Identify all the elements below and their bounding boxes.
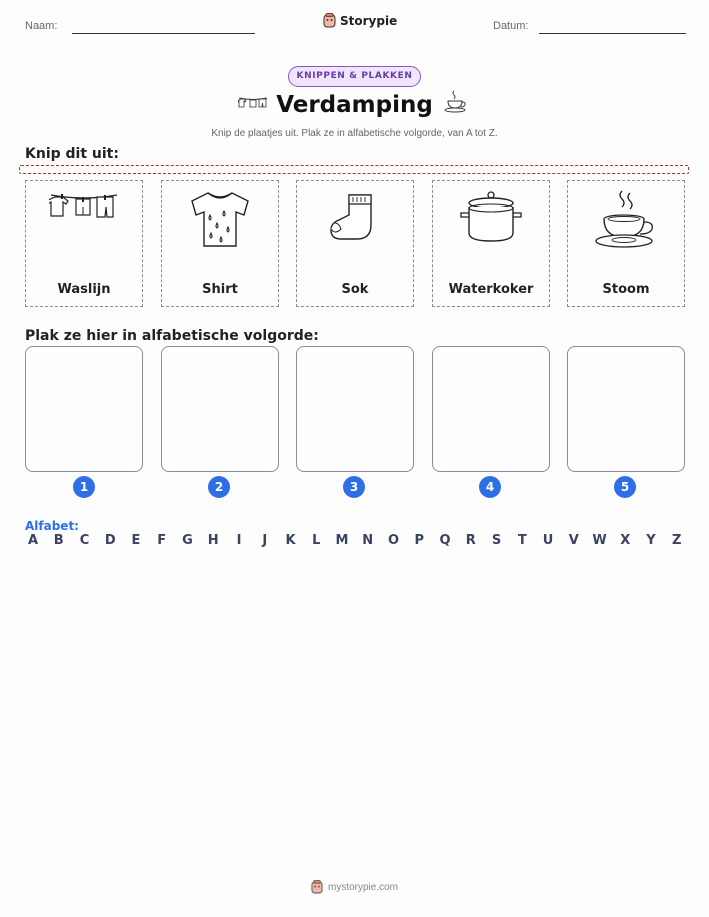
slot-number: 2	[208, 476, 230, 498]
sock-icon	[327, 189, 383, 247]
storypie-mascot-icon	[323, 13, 336, 28]
cut-line[interactable]	[19, 165, 689, 174]
alphabet-letter: G	[182, 533, 193, 548]
alphabet-letter: X	[620, 533, 631, 548]
brand-name: Storypie	[340, 13, 398, 28]
alphabet-letter: Y	[646, 533, 656, 548]
alphabet-letter: K	[285, 533, 296, 548]
instructions: Knip de plaatjes uit. Plak ze in alfabetische volgorde, van A tot Z.	[211, 128, 498, 139]
alphabet-letter: M	[335, 533, 349, 548]
alphabet-row	[25, 533, 685, 548]
alphabet-letter: U	[542, 533, 554, 548]
clothesline-icon	[49, 189, 119, 225]
slot-number: 5	[614, 476, 636, 498]
alphabet-letter: W	[592, 533, 607, 548]
paste-slot-2[interactable]	[161, 346, 279, 472]
teacup-small-icon	[443, 89, 469, 113]
cut-card-shirt[interactable]	[161, 180, 279, 307]
slot-number: 3	[343, 476, 365, 498]
alphabet-letter: B	[53, 533, 64, 548]
card-label: Sok	[341, 282, 369, 297]
alphabet-letter: Z	[672, 533, 682, 548]
alphabet-letter: E	[131, 533, 141, 548]
paste-heading: Plak ze hier in alfabetische volgorde:	[25, 328, 319, 344]
paste-slot-3[interactable]	[296, 346, 414, 472]
card-label: Waterkoker	[448, 282, 534, 297]
alphabet-letter: D	[104, 533, 116, 548]
alphabet-letter: F	[157, 533, 167, 548]
slot-number: 1	[73, 476, 95, 498]
alphabet-title: Alfabet:	[25, 519, 79, 533]
alphabet-letter: O	[387, 533, 400, 548]
date-line[interactable]	[539, 33, 686, 34]
date-label: Datum:	[493, 20, 529, 32]
storypie-mascot-icon	[311, 880, 323, 894]
alphabet-letter: N	[362, 533, 374, 548]
alphabet-letter: J	[262, 533, 268, 548]
paste-slot-4[interactable]	[432, 346, 550, 472]
cut-card-stoom[interactable]	[567, 180, 685, 307]
alphabet-letter: L	[312, 533, 321, 548]
slot-number: 4	[479, 476, 501, 498]
page-title: Verdamping	[276, 92, 433, 118]
cut-heading: Knip dit uit:	[25, 146, 119, 162]
alphabet-letter: T	[517, 533, 527, 548]
cut-card-waslijn[interactable]	[25, 180, 143, 307]
card-label: Shirt	[202, 282, 238, 297]
activity-tag: KNIPPEN & PLAKKEN	[288, 66, 421, 87]
pot-icon	[457, 189, 525, 247]
wet-shirt-icon	[186, 189, 254, 251]
paste-slot-1[interactable]	[25, 346, 143, 472]
paste-slot-5[interactable]	[567, 346, 685, 472]
brand-logo	[323, 13, 397, 28]
cut-card-waterkoker[interactable]	[432, 180, 550, 307]
name-label: Naam:	[25, 20, 58, 32]
alphabet-letter: Q	[439, 533, 451, 548]
alphabet-letter: S	[491, 533, 502, 548]
card-label: Stoom	[602, 282, 650, 297]
footer	[0, 880, 709, 894]
card-label: Waslijn	[57, 282, 111, 297]
alphabet-letter: R	[465, 533, 476, 548]
alphabet-letter: I	[236, 533, 242, 548]
alphabet-letter: V	[568, 533, 579, 548]
alphabet-letter: P	[414, 533, 425, 548]
cut-card-sok[interactable]	[296, 180, 414, 307]
alphabet-letter: A	[27, 533, 39, 548]
steaming-cup-icon	[592, 189, 660, 253]
footer-url[interactable]: mystorypie.com	[327, 881, 398, 893]
alphabet-letter: H	[207, 533, 219, 548]
alphabet-letter: C	[79, 533, 90, 548]
name-line[interactable]	[72, 33, 255, 34]
